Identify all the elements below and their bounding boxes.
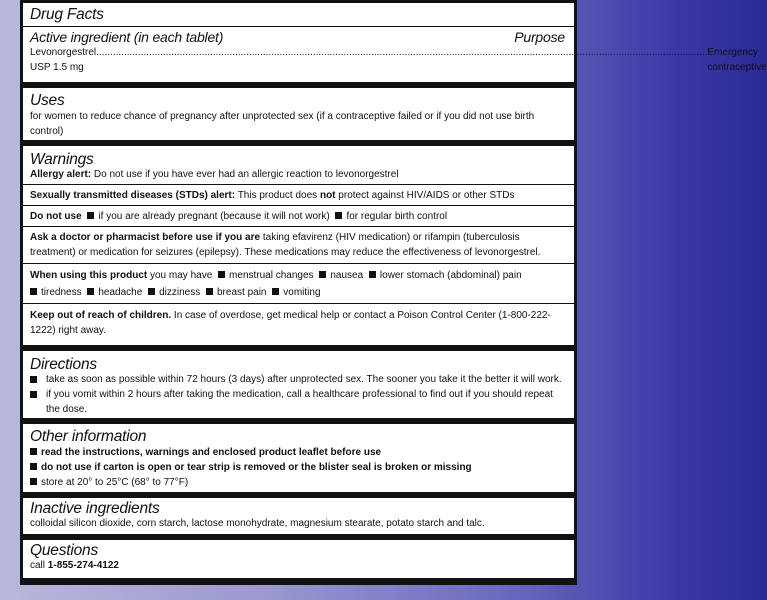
- when-using: [30, 267, 565, 301]
- when-using-intro: you may have: [150, 270, 213, 281]
- directions-heading: Directions: [30, 356, 97, 373]
- bullet-square-icon: [335, 212, 342, 219]
- side-effect-item: lower stomach (abdominal) pain: [379, 270, 522, 281]
- phone-number: 1-855-274-4122: [47, 560, 119, 571]
- side-effect-item: vomiting: [283, 287, 321, 298]
- inactive-ingredients-section: [23, 498, 574, 534]
- bullet-square-icon: [30, 463, 37, 470]
- bullet-square-icon: [218, 271, 225, 278]
- std-text-1: This product does: [237, 190, 318, 201]
- bullet-square-icon: [87, 212, 94, 219]
- bullet-square-icon: [30, 376, 37, 383]
- uses-section: [23, 88, 574, 140]
- active-ingredient-section: [23, 3, 767, 82]
- side-effect-item: menstrual changes: [229, 270, 314, 281]
- direction-item: [30, 387, 565, 417]
- do-not-use-label: Do not use: [30, 211, 82, 222]
- questions-heading: Questions: [30, 542, 98, 559]
- direction-text: take as soon as possible within 72 hours (3 days) after unprotected sex. The sooner you take it the better it will work.: [46, 374, 562, 385]
- direction-text: if you vomit within 2 hours after taking the medication, call a healthcare professional to find out if you should repeat the dose.: [46, 389, 553, 415]
- directions-section: [23, 351, 574, 418]
- bullet-square-icon: [319, 271, 326, 278]
- other-item-text: do not use if carton is open or tear strip is removed or the blister seal is broken or missing: [41, 462, 472, 473]
- ask-doctor-label: Ask a doctor or pharmacist before use if you are: [30, 232, 261, 243]
- other-item-text: store at 20° to 25°C (68° to 77°F): [41, 477, 189, 488]
- inactive-ingredients-text: colloidal silicon dioxide, corn starch, lactose monohydrate, magnesium stearate, potato starch and talc.: [30, 518, 485, 529]
- side-effect-item: breast pain: [217, 287, 267, 298]
- other-item: [30, 460, 565, 475]
- keep-out-of-reach: [30, 308, 565, 338]
- direction-item: [30, 372, 565, 387]
- other-item: [30, 475, 565, 490]
- allergy-alert: [30, 167, 565, 182]
- drug-facts-panel: [20, 0, 767, 585]
- ingredient-purpose: Emergency contraceptive: [707, 47, 767, 73]
- keep-text: In case of overdose, get medical help or contact a Poison Control Center (1-800-222-1222) right away.: [30, 310, 551, 336]
- do-not-use-item: if you are already pregnant (because it will not work): [98, 211, 330, 222]
- questions-line: [30, 558, 565, 573]
- ask-doctor: [30, 230, 565, 260]
- ask-doctor-text: taking efavirenz (HIV medication) or rifampin (tuberculosis treatment) or medication for seizures (epilepsy). These medications may reduce the effectiveness of levonorgestrel.: [30, 232, 541, 258]
- other-information-section: [23, 424, 574, 492]
- purpose-heading: Purpose: [514, 29, 565, 45]
- uses-text: for women to reduce chance of pregnancy after unprotected sex (if a contraceptive failed or if you did not use birth control): [30, 111, 535, 137]
- side-effect-item: headache: [98, 287, 143, 298]
- side-effect-item: nausea: [330, 270, 364, 281]
- bullet-square-icon: [30, 288, 37, 295]
- warnings-section: [23, 146, 574, 345]
- keep-label: Keep out of reach of children.: [30, 310, 172, 321]
- other-item: [30, 445, 565, 460]
- std-not: not: [319, 190, 336, 201]
- bullet-square-icon: [148, 288, 155, 295]
- ingredient-name: Levonorgestrel USP 1.5 mg: [30, 47, 97, 73]
- bullet-square-icon: [30, 478, 37, 485]
- bullet-square-icon: [206, 288, 213, 295]
- when-using-label: When using this product: [30, 270, 148, 281]
- warnings-heading: Warnings: [30, 151, 94, 168]
- side-effect-item: tiredness: [41, 287, 82, 298]
- allergy-text: Do not use if you have ever had an allergic reaction to levonorgestrel: [93, 169, 399, 180]
- bullet-square-icon: [369, 271, 376, 278]
- bullet-square-icon: [87, 288, 94, 295]
- inactive-ingredients-heading: Inactive ingredients: [30, 500, 160, 517]
- leader-dots: ............................................................................................................................................................................................................................: [96, 47, 708, 58]
- std-alert: [30, 188, 565, 203]
- bullet-square-icon: [30, 448, 37, 455]
- uses-heading: Uses: [30, 92, 65, 109]
- do-not-use-item: for regular birth control: [346, 211, 448, 222]
- active-ingredient-heading: Active ingredient (in each tablet): [30, 29, 224, 45]
- std-label: Sexually transmitted diseases (STDs) alert:: [30, 190, 236, 201]
- call-label: call: [30, 560, 46, 571]
- questions-section: [23, 540, 574, 578]
- bullet-square-icon: [30, 391, 37, 398]
- do-not-use: [30, 209, 565, 224]
- side-effect-item: dizziness: [159, 287, 201, 298]
- drug-facts-title: Drug Facts: [30, 6, 104, 23]
- std-text-2: protect against HIV/AIDS or other STDs: [338, 190, 515, 201]
- bullet-square-icon: [272, 288, 279, 295]
- other-item-text: read the instructions, warnings and enclosed product leaflet before use: [41, 447, 382, 458]
- allergy-label: Allergy alert:: [30, 169, 92, 180]
- other-information-heading: Other information: [30, 428, 147, 445]
